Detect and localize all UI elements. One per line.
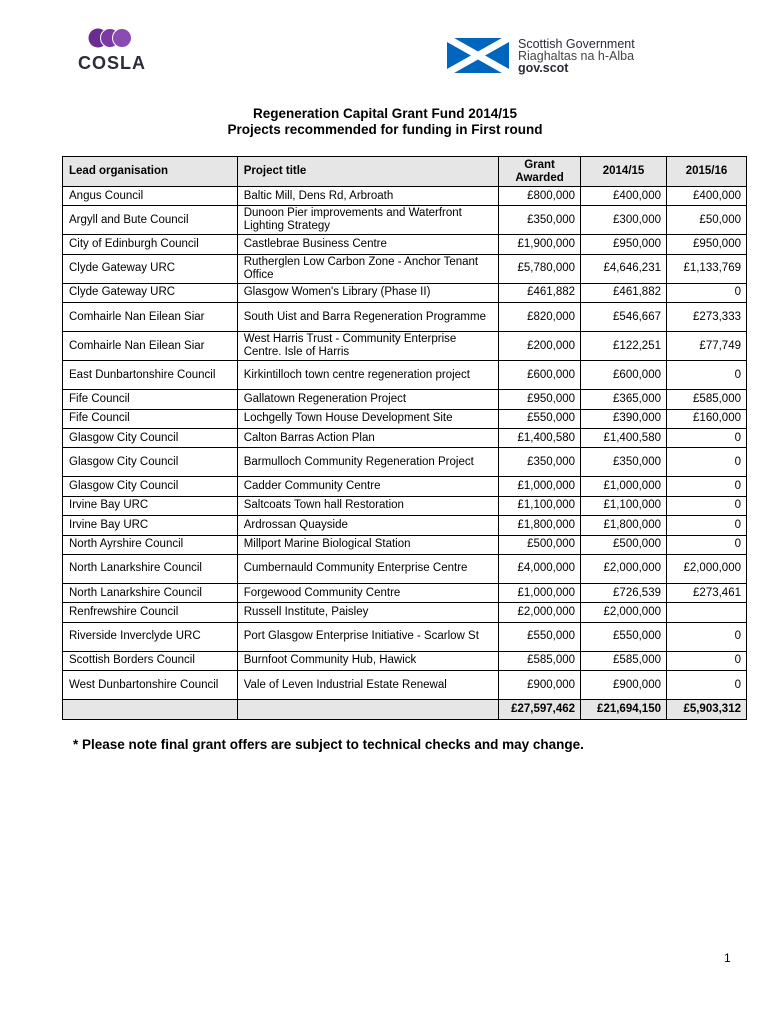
cell-2014-15: £600,000 (581, 361, 667, 390)
cell-project: Rutherglen Low Carbon Zone - Anchor Tenant Office (237, 254, 498, 283)
cell-2015-16: £585,000 (667, 390, 747, 409)
table-row (63, 651, 747, 670)
cell-grant: £1,000,000 (499, 477, 581, 496)
cell-project: Dunoon Pier improvements and Waterfront Lighting Strategy (237, 206, 498, 235)
cell-grant: £461,882 (499, 283, 581, 302)
cell-project: Burnfoot Community Hub, Hawick (237, 651, 498, 670)
totals-blank-cell (63, 700, 238, 720)
cell-2015-16: 0 (667, 671, 747, 700)
cell-2014-15: £4,646,231 (581, 254, 667, 283)
cell-lead: Fife Council (63, 409, 238, 428)
cell-lead: North Lanarkshire Council (63, 554, 238, 583)
table-row (63, 516, 747, 535)
cell-lead: Clyde Gateway URC (63, 283, 238, 302)
table-row (63, 554, 747, 583)
header-grant-line2: Awarded (515, 171, 564, 184)
cell-2015-16: £77,749 (667, 332, 747, 361)
header-lead-organisation: Lead organisation (63, 157, 238, 187)
cell-2014-15: £1,400,580 (581, 428, 667, 447)
cell-lead: Comhairle Nan Eilean Siar (63, 303, 238, 332)
grants-table (62, 156, 747, 720)
cell-project: Gallatown Regeneration Project (237, 390, 498, 409)
cell-2014-15: £585,000 (581, 651, 667, 670)
document-title: Regeneration Capital Grant Fund 2014/15 (252, 106, 518, 121)
scottish-government-logo (447, 38, 667, 74)
cell-2014-15: £950,000 (581, 235, 667, 254)
totals-row (63, 700, 747, 720)
cell-2015-16: 0 (667, 516, 747, 535)
cell-grant: £4,000,000 (499, 554, 581, 583)
cell-2014-15: £1,100,000 (581, 496, 667, 515)
cell-grant: £800,000 (499, 187, 581, 206)
cell-project: Millport Marine Biological Station (237, 535, 498, 554)
cell-project: Castlebrae Business Centre (237, 235, 498, 254)
sg-wordmark (518, 38, 635, 74)
table-row (63, 428, 747, 447)
cell-2015-16: £50,000 (667, 206, 747, 235)
cell-lead: Comhairle Nan Eilean Siar (63, 332, 238, 361)
cell-project: Glasgow Women's Library (Phase II) (237, 283, 498, 302)
cell-grant: £1,400,580 (499, 428, 581, 447)
cell-project: West Harris Trust - Community Enterprise Centre. Isle of Harris (237, 332, 498, 361)
cosla-wordmark: COSLA (78, 53, 146, 73)
cell-project: Baltic Mill, Dens Rd, Arbroath (237, 187, 498, 206)
cosla-circles-icon (88, 28, 134, 48)
table-row (63, 303, 747, 332)
cell-lead: Scottish Borders Council (63, 651, 238, 670)
table-row (63, 235, 747, 254)
cell-2014-15: £550,000 (581, 622, 667, 651)
cell-2015-16: 0 (667, 283, 747, 302)
cell-lead: Irvine Bay URC (63, 516, 238, 535)
sg-website: gov.scot (518, 61, 569, 75)
cell-2015-16: 0 (667, 496, 747, 515)
header-grant-line1: Grant (524, 158, 555, 171)
cell-lead: North Lanarkshire Council (63, 583, 238, 602)
cell-2015-16: 0 (667, 361, 747, 390)
table-header-row (63, 157, 747, 187)
cell-2014-15: £1,000,000 (581, 477, 667, 496)
cell-grant: £950,000 (499, 390, 581, 409)
cell-grant: £1,800,000 (499, 516, 581, 535)
table-row (63, 477, 747, 496)
cell-grant: £550,000 (499, 409, 581, 428)
cell-2014-15: £350,000 (581, 448, 667, 477)
table-row (63, 622, 747, 651)
cell-lead: Irvine Bay URC (63, 496, 238, 515)
cell-grant: £600,000 (499, 361, 581, 390)
cell-2014-15: £726,539 (581, 583, 667, 602)
cell-lead: City of Edinburgh Council (63, 235, 238, 254)
cell-2014-15: £461,882 (581, 283, 667, 302)
page-number: 1 (724, 951, 731, 965)
table-row (63, 583, 747, 602)
cell-2014-15: £2,000,000 (581, 554, 667, 583)
cell-project: Barmulloch Community Regeneration Project (237, 448, 498, 477)
cell-2014-15: £2,000,000 (581, 603, 667, 622)
cell-project: Ardrossan Quayside (237, 516, 498, 535)
cell-2015-16: 0 (667, 622, 747, 651)
cell-lead: Renfrewshire Council (63, 603, 238, 622)
table-row (63, 671, 747, 700)
cell-2015-16: 0 (667, 428, 747, 447)
cell-2015-16: £1,133,769 (667, 254, 747, 283)
table-row (63, 283, 747, 302)
cell-grant: £1,000,000 (499, 583, 581, 602)
cell-project: Russell Institute, Paisley (237, 603, 498, 622)
saltire-flag-icon (447, 38, 509, 73)
cell-2014-15: £1,800,000 (581, 516, 667, 535)
table-row (63, 206, 747, 235)
total-grant: £27,597,462 (499, 700, 581, 720)
cell-grant: £1,900,000 (499, 235, 581, 254)
cell-lead: Fife Council (63, 390, 238, 409)
cell-2015-16: 0 (667, 535, 747, 554)
cell-2014-15: £365,000 (581, 390, 667, 409)
table-row (63, 496, 747, 515)
cell-grant: £5,780,000 (499, 254, 581, 283)
cell-2015-16: 0 (667, 477, 747, 496)
cell-lead: Glasgow City Council (63, 477, 238, 496)
table-row (63, 390, 747, 409)
sg-name-english: Scottish Government (518, 37, 635, 51)
table-row (63, 254, 747, 283)
total-2014-15: £21,694,150 (581, 700, 667, 720)
cell-2015-16: £273,333 (667, 303, 747, 332)
cell-grant: £200,000 (499, 332, 581, 361)
cell-lead: Argyll and Bute Council (63, 206, 238, 235)
sg-name-gaelic: Riaghaltas na h-Alba (518, 49, 635, 63)
cell-grant: £820,000 (499, 303, 581, 332)
cell-lead: North Ayrshire Council (63, 535, 238, 554)
total-2015-16: £5,903,312 (667, 700, 747, 720)
cell-grant: £550,000 (499, 622, 581, 651)
cell-grant: £900,000 (499, 671, 581, 700)
cell-project: Cumbernauld Community Enterprise Centre (237, 554, 498, 583)
table-row (63, 332, 747, 361)
cell-2014-15: £400,000 (581, 187, 667, 206)
cell-2015-16: 0 (667, 448, 747, 477)
cell-grant: £2,000,000 (499, 603, 581, 622)
table-row (63, 535, 747, 554)
document-subtitle: Projects recommended for funding in First round (227, 122, 543, 137)
cell-project: Port Glasgow Enterprise Initiative - Scarlow St (237, 622, 498, 651)
cell-2015-16: £273,461 (667, 583, 747, 602)
cell-lead: Glasgow City Council (63, 428, 238, 447)
cell-lead: Glasgow City Council (63, 448, 238, 477)
cell-project: Lochgelly Town House Development Site (237, 409, 498, 428)
table-row (63, 361, 747, 390)
header-grant-awarded (499, 157, 581, 187)
header-2015-16: 2015/16 (667, 157, 747, 187)
cell-grant: £350,000 (499, 448, 581, 477)
cell-2015-16 (667, 603, 747, 622)
cell-2014-15: £900,000 (581, 671, 667, 700)
cell-grant: £1,100,000 (499, 496, 581, 515)
cell-2015-16: £2,000,000 (667, 554, 747, 583)
cell-project: Kirkintilloch town centre regeneration project (237, 361, 498, 390)
cell-project: South Uist and Barra Regeneration Programme (237, 303, 498, 332)
cell-2015-16: 0 (667, 651, 747, 670)
cell-2014-15: £390,000 (581, 409, 667, 428)
cell-project: Cadder Community Centre (237, 477, 498, 496)
cell-2014-15: £300,000 (581, 206, 667, 235)
table-row (63, 603, 747, 622)
cell-2015-16: £950,000 (667, 235, 747, 254)
cell-2014-15: £500,000 (581, 535, 667, 554)
header-2014-15: 2014/15 (581, 157, 667, 187)
cell-lead: Riverside Inverclyde URC (63, 622, 238, 651)
header-project-title: Project title (237, 157, 498, 187)
cell-2014-15: £122,251 (581, 332, 667, 361)
cell-2015-16: £160,000 (667, 409, 747, 428)
table-row (63, 409, 747, 428)
cell-project: Forgewood Community Centre (237, 583, 498, 602)
cell-project: Vale of Leven Industrial Estate Renewal (237, 671, 498, 700)
cell-project: Calton Barras Action Plan (237, 428, 498, 447)
cosla-logo (78, 28, 148, 74)
totals-blank-cell (237, 700, 498, 720)
cell-project: Saltcoats Town hall Restoration (237, 496, 498, 515)
footnote: * Please note final grant offers are subject to technical checks and may change. (73, 737, 584, 752)
cell-lead: Clyde Gateway URC (63, 254, 238, 283)
table-row (63, 448, 747, 477)
cell-grant: £585,000 (499, 651, 581, 670)
cell-grant: £500,000 (499, 535, 581, 554)
cell-2015-16: £400,000 (667, 187, 747, 206)
cell-lead: East Dunbartonshire Council (63, 361, 238, 390)
table-row (63, 187, 747, 206)
cell-lead: West Dunbartonshire Council (63, 671, 238, 700)
cell-lead: Angus Council (63, 187, 238, 206)
cell-2014-15: £546,667 (581, 303, 667, 332)
cell-grant: £350,000 (499, 206, 581, 235)
